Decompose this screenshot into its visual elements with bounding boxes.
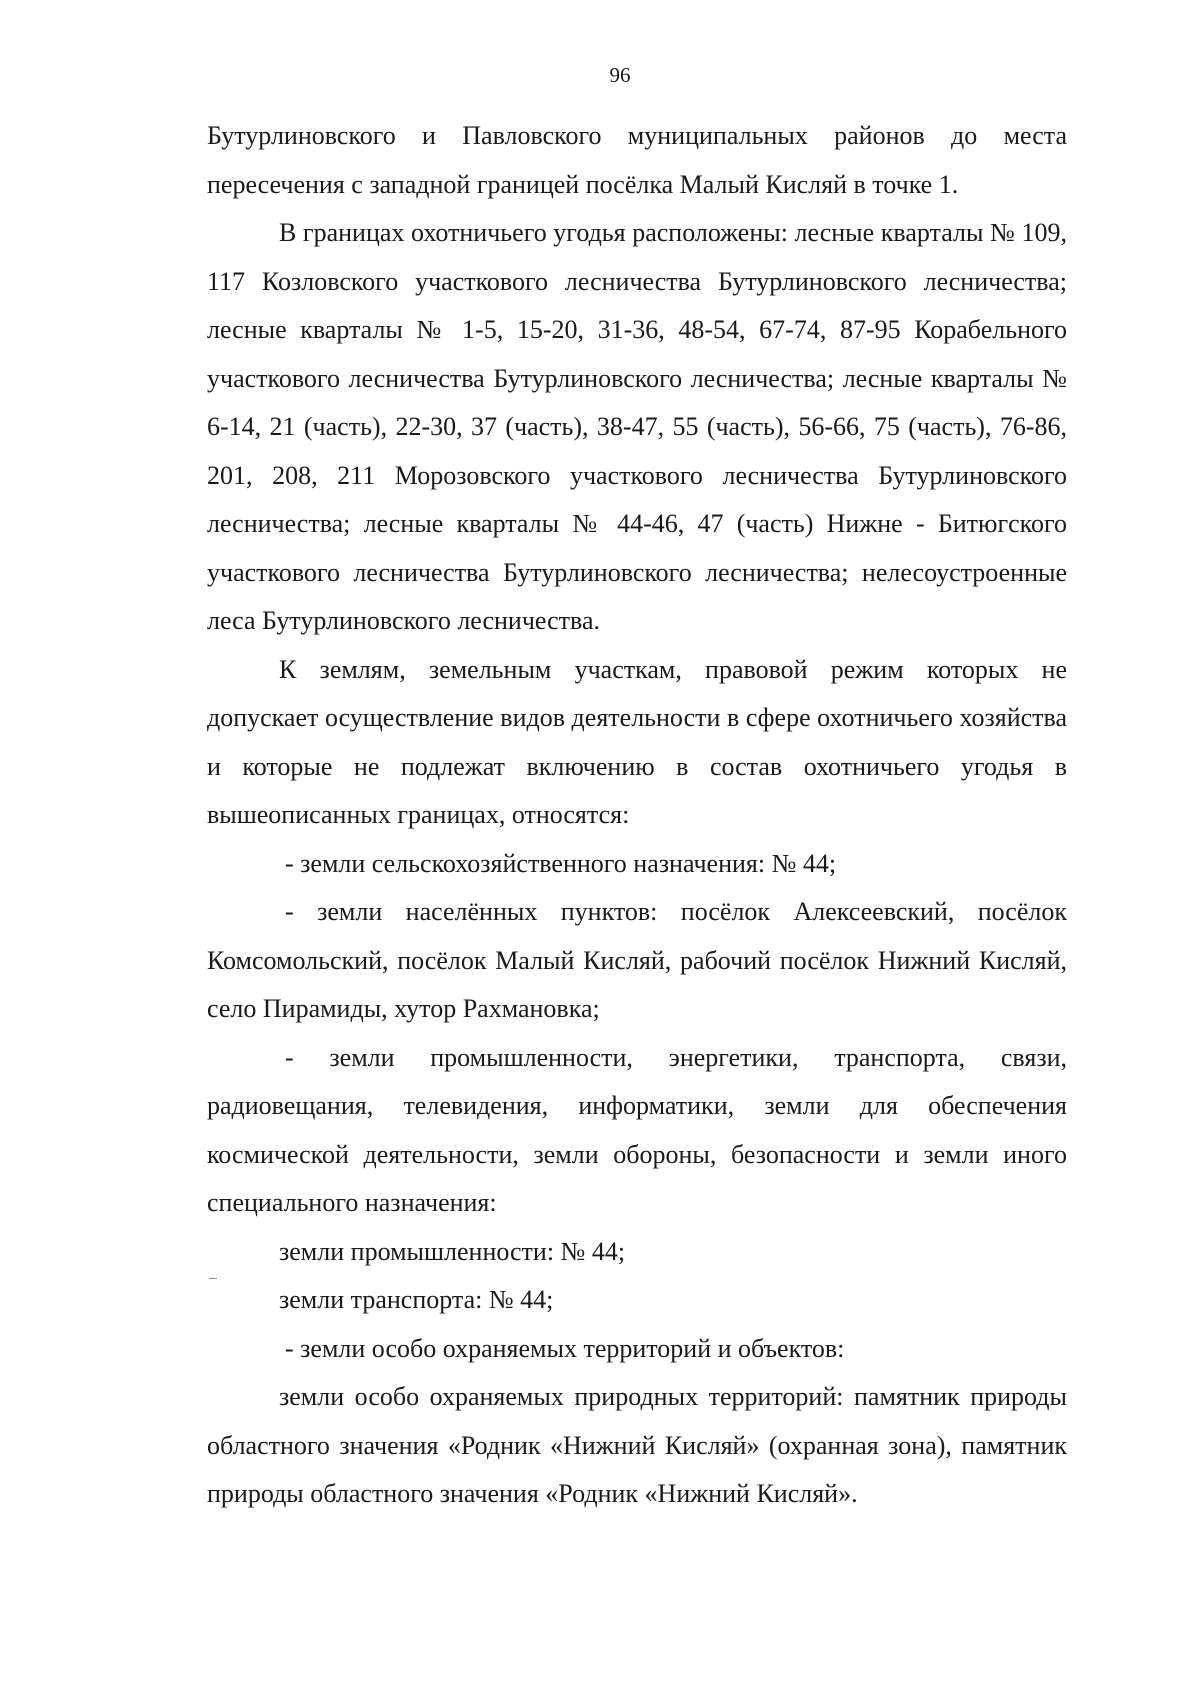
list-subitem-transport: земли транспорта: № 44; (279, 1285, 554, 1314)
paragraph-forest-quarters: В границах охотничьего угодья расположены: лесные кварталы № 109, 117 Козловского участкового лесничества Бутурлиновского лесничества; лесные кварталы № 1-5, 15-20, 31-36, 48-54, 67-74, 87-95 Корабельного участкового лесничества Бутурлиновского лесничества; лесные кварталы № 6-14, 21 (часть), 22-30, 37 (часть), 38-47, 55 (часть), 56-66, 75 (часть), 76-86, 201, 208, 211 Морозовского участкового лесничества Бутурлиновского лесничества; лесные кварталы № 44-46, 47 (часть) Нижне - Битюгского участкового лесничества Бутурлиновского лесничества; нелесоустроенные леса Бутурлиновского лесничества. (207, 218, 1067, 635)
list-item-industrial-lands: - земли промышленности, энергетики, транспорта, связи, радиовещания, телевидения, информатики, земли для обеспечения космической деятельности, земли обороны, безопасности и земли иного специального назначения: (207, 1042, 1067, 1217)
list-item-protected-lands: - земли особо охраняемых территорий и объектов: (285, 1333, 845, 1363)
paragraph-boundary-end: Бутурлиновского и Павловского муниципальных районов до места пересечения с западной границей посёлка Малый Кисляй в точке 1. (207, 121, 1067, 199)
list-item-settlement-lands: - земли населённых пунктов: посёлок Алексеевский, посёлок Комсомольский, посёлок Малый Кисляй, рабочий посёлок Нижний Кисляй, село Пирамиды, хутор Рахмановка; (207, 897, 1067, 1023)
paragraph-excluded-lands-intro: К землям, земельным участкам, правовой режим которых не допускает осуществление видов деятельности в сфере охотничьего хозяйства и которые не подлежат включению в состав охотничьего угодья в вышеописанных границах, относятся: (207, 654, 1067, 829)
list-subitem-industry: земли промышленности: № 44; (279, 1236, 626, 1266)
paragraph-protected-natural-territories: земли особо охраняемых природных территорий: памятник природы областного значения «Родник «Нижний Кисляй» (охранная зона), памятник природы областного значения «Родник «Нижний Кисляй». (207, 1382, 1067, 1508)
document-body (207, 112, 1067, 1519)
page-number: 96 (609, 63, 631, 87)
scan-artifact-dash (209, 1278, 217, 1279)
list-item-agricultural-lands: - земли сельскохозяйственного назначения: № 44; (285, 848, 837, 878)
